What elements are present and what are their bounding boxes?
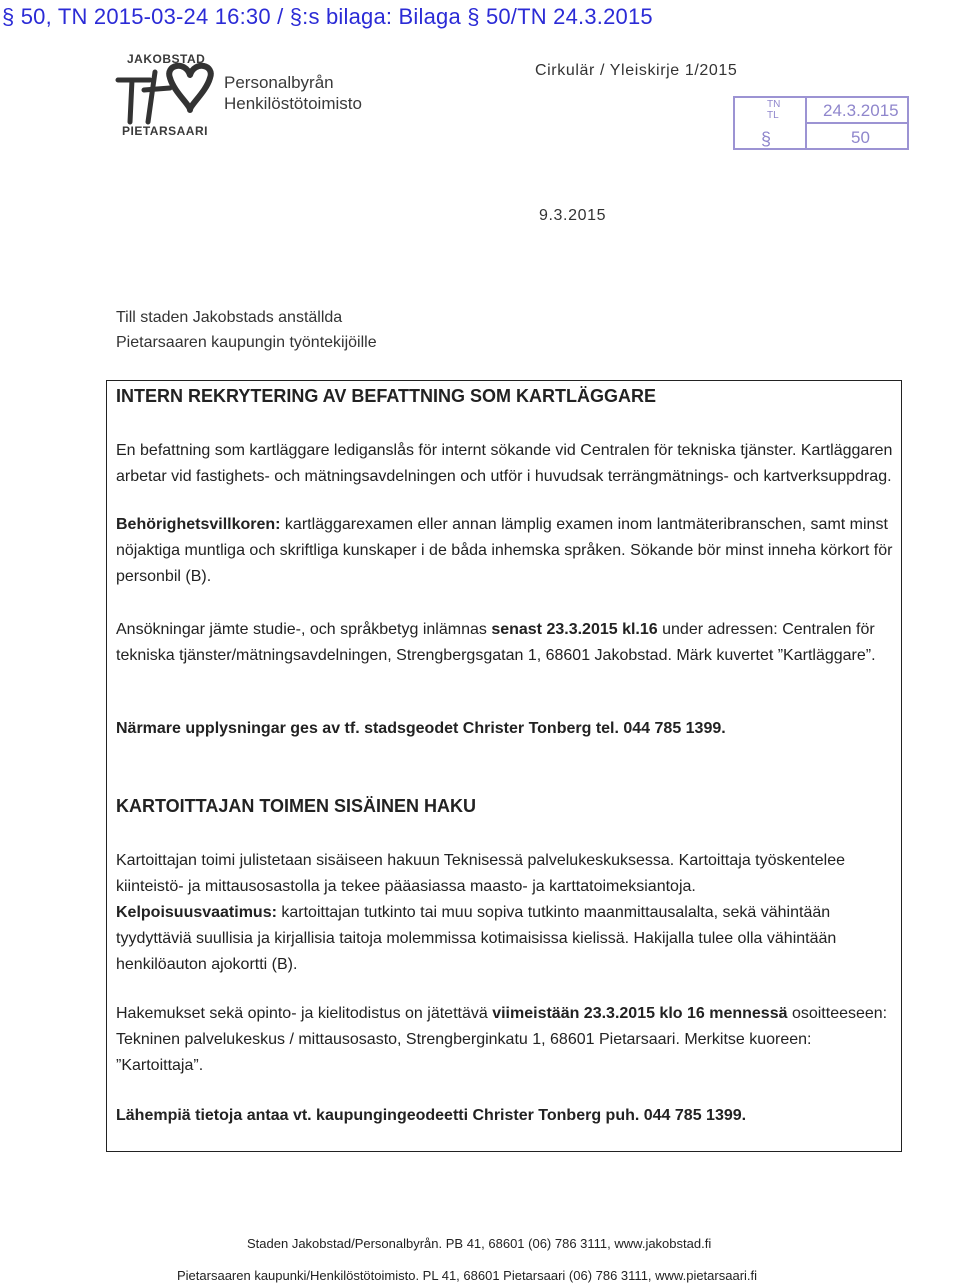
requirements-fi: Kelpoisuusvaatimus: kartoittajan tutkinto tai muu sopiva tutkinto maanmittausalalta, sekä vähintään tyydyttäviä suullisia ja kirjallisia taitoja molemmissa kotimaisissa kielissä. Hakijalla tulee olla vähintään henkilöauton ajokortti (B). bbox=[116, 904, 837, 973]
heading-sv: INTERN REKRYTERING AV BEFATTNING SOM KARTLÄGGARE bbox=[116, 386, 656, 406]
intro-sv: En befattning som kartläggare lediganslås för internt sökande vid Centralen för tekniska tjänster. Kartläggaren arbetar vid fastighets- och mätningsavdelningen och utför i huvudsak terrängmätnings- och kartverksuppdrag. bbox=[116, 442, 893, 485]
stamp-number: 50 bbox=[851, 128, 870, 147]
application-sv: Ansökningar jämte studie-, och språkbetyg inlämnas senast 23.3.2015 kl.16 under adressen: Centralen för tekniska tjänster/mätningsavdelningen, Strengbergsgatan 1, 68601 Jakobstad. Märk kuvertet ”Kartläggare”. bbox=[116, 621, 876, 664]
attachment-header: § 50, TN 2015-03-24 16:30 / §:s bilaga: Bilaga § 50/TN 24.3.2015 bbox=[2, 4, 653, 29]
footer-sv: Staden Jakobstad/Personalbyrån. PB 41, 68601 (06) 786 3111, www.jakobstad.fi bbox=[247, 1236, 712, 1251]
footer-fi: Pietarsaaren kaupunki/Henkilöstötoimisto. PL 41, 68601 Pietarsaari (06) 786 3111, www.pietarsaari.fi bbox=[177, 1268, 758, 1283]
circular-number: Cirkulär / Yleiskirje 1/2015 bbox=[535, 62, 738, 79]
document-date: 9.3.2015 bbox=[539, 207, 607, 224]
requirements-sv: Behörighetsvillkoren: kartläggarexamen eller annan lämplig examen inom lantmäteribranschen, samt minst nöjaktiga muntliga och skriftliga kunskaper i de båda inhemska språken. Sökande bör minst inneha körkort för personbil (B). bbox=[116, 516, 893, 585]
application-fi: Hakemukset sekä opinto- ja kielitodistus on jätettävä viimeistään 23.3.2015 klo 16 mennessä osoitteeseen: Tekninen palvelukeskus / mittausosasto, Strengberginkatu 1, 68601 Pietarsaari. Merkitse kuoreen: ”Kartoittaja”. bbox=[116, 1005, 888, 1074]
logo-name-fi: Henkilöstötoimisto bbox=[224, 94, 362, 113]
stamp-date: 24.3.2015 bbox=[823, 101, 899, 120]
heading-fi: KARTOITTAJAN TOIMEN SISÄINEN HAKU bbox=[116, 796, 477, 816]
contact-fi: Lähempiä tietoja antaa vt. kaupungingeodeetti Christer Tonberg puh. 044 785 1399. bbox=[116, 1107, 747, 1124]
recipient-fi: Pietarsaaren kaupungin työntekijöille bbox=[116, 334, 377, 351]
contact-sv: Närmare upplysningar ges av tf. stadsgeodet Christer Tonberg tel. 044 785 1399. bbox=[116, 720, 726, 737]
section-symbol-icon: § bbox=[761, 129, 772, 149]
recipient-sv: Till staden Jakobstads anställda bbox=[116, 309, 343, 326]
intro-fi: Kartoittajan toimi julistetaan sisäiseen hakuun Teknisessä palvelukeskuksessa. Kartoittaja työskentelee kiinteistö- ja mittausosastolla ja tekee pääasiassa maasto- ja karttatoimeksiantoja. bbox=[116, 852, 845, 895]
logo-name-sv: Personalbyrån bbox=[224, 73, 334, 92]
stamp-tn: TN TL bbox=[767, 99, 781, 121]
stamp-divider bbox=[805, 122, 909, 124]
logo-city-fi: PIETARSAARI bbox=[122, 124, 208, 138]
logo-city-sv: JAKOBSTAD bbox=[127, 52, 206, 66]
meeting-stamp bbox=[733, 96, 909, 150]
